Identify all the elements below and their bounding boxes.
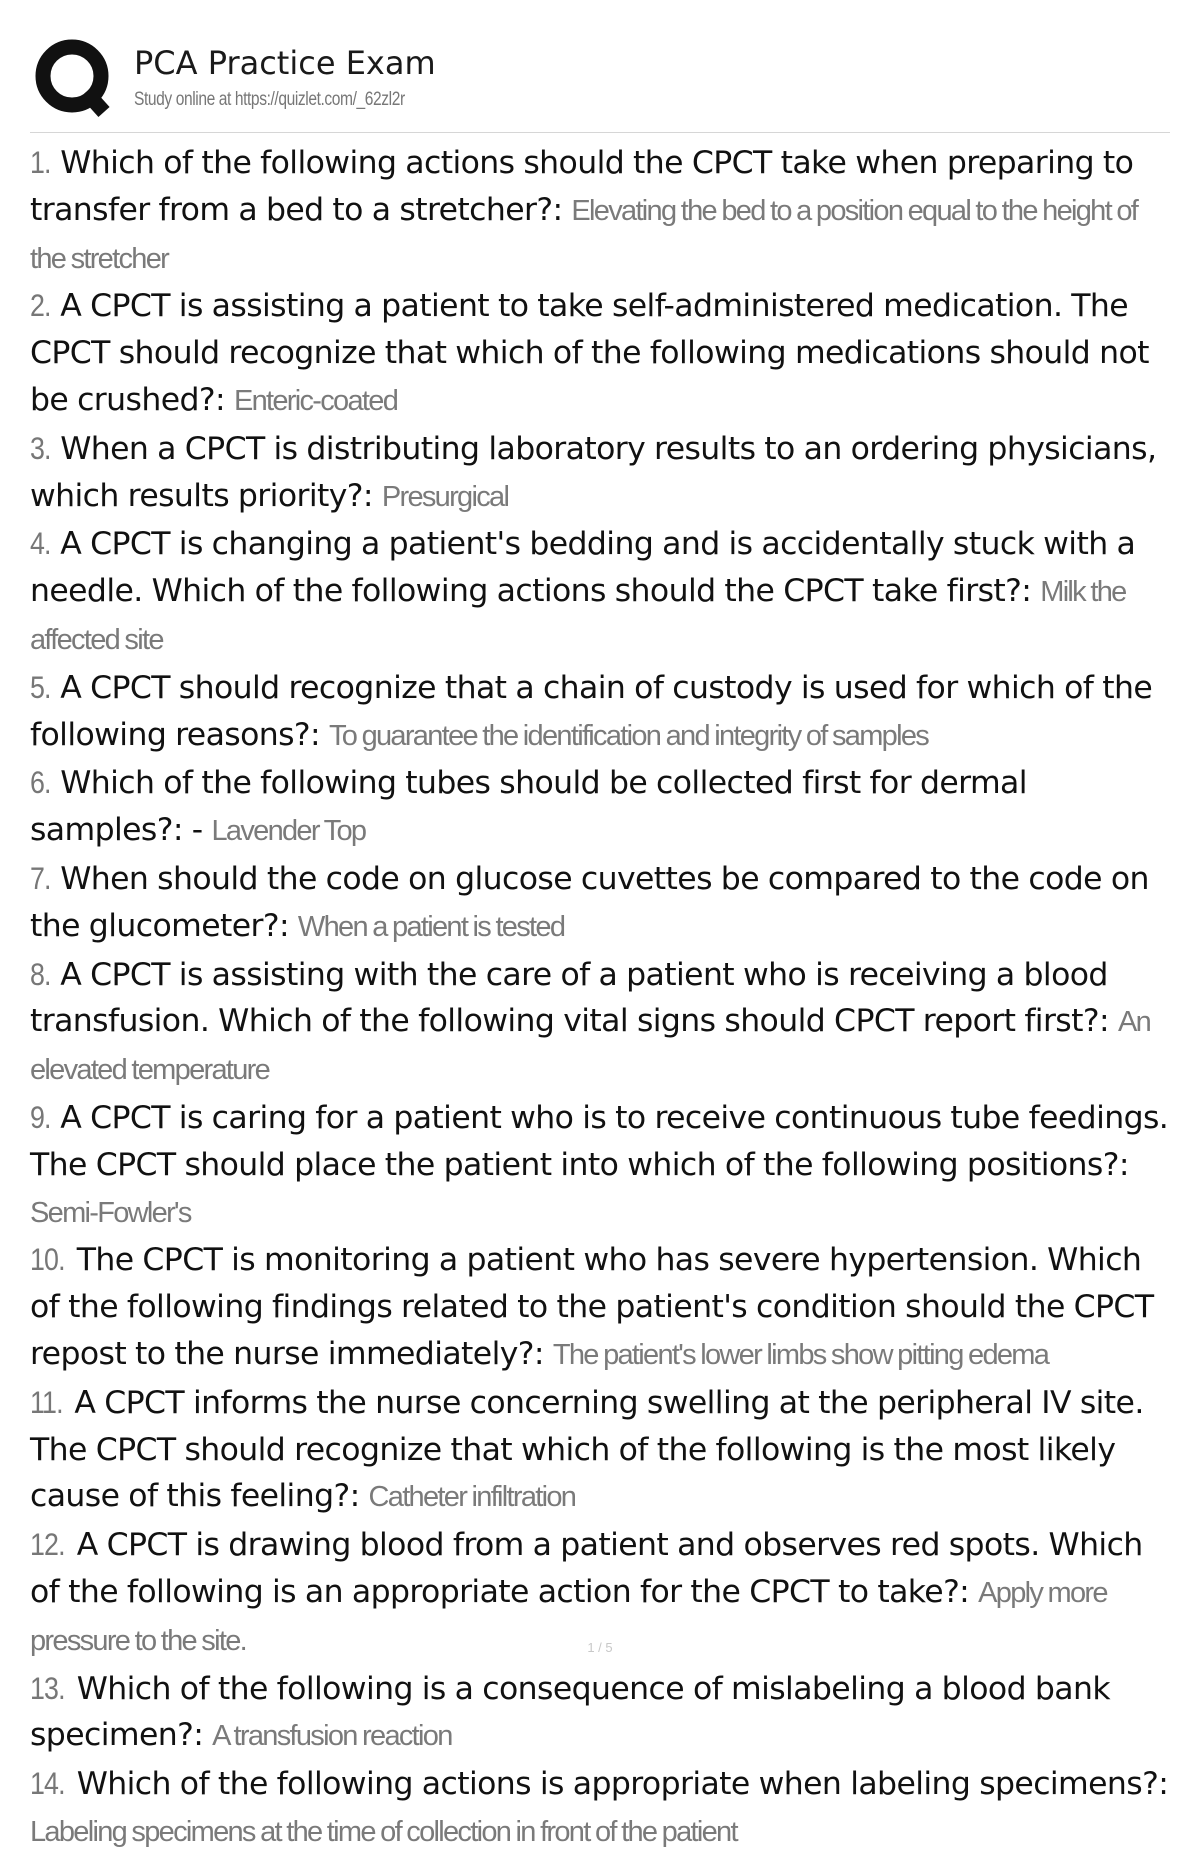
question-text: A CPCT is assisting a patient to take self-administered medication. The CPCT should recognize that which of the following medications should not be crushed?: [30,288,1149,418]
qa-item [30,1379,1170,1521]
answer-text: When a patient is tested [297,910,565,943]
header-text [134,43,464,113]
qa-item [30,1760,1170,1856]
answer-text: Semi-Fowler's [30,1196,191,1229]
page-indicator: 1 / 5 [587,1640,613,1655]
answer-text: Apply more pressure to the site. [30,1576,1107,1657]
qa-item [30,425,1170,521]
answer-text: A transfusion reaction [212,1720,452,1753]
answer-text: Catheter infiltration [368,1481,576,1514]
question-number: 12. [30,1526,65,1563]
question-text: A CPCT should recognize that a chain of custody is used for which of the following reasons?: [30,669,1153,753]
quizlet-q-logo-icon [34,38,114,118]
qa-item [30,139,1170,282]
question-text: A CPCT is caring for a patient who is to receive continuous tube feedings. The CPCT should place the patient into which of the following positions?: [30,1099,1169,1183]
answer-text: Milk the affected site [30,576,1126,656]
answer-text: Elevating the bed to a position equal to the height of the stretcher [30,194,1138,275]
answer-text: To guarantee the identification and integrity of samples [328,719,929,752]
qa-item [30,855,1170,951]
question-number: 3. [30,429,51,466]
question-number: 5. [30,668,51,705]
question-text: Which of the following actions is appropriate when labeling specimens?: [76,1766,1169,1803]
qa-item [30,664,1170,760]
qa-item [30,1665,1170,1761]
question-number: 9. [30,1098,51,1135]
qa-item [30,520,1170,663]
qa-item [30,282,1170,424]
question-text: Which of the following actions should the CPCT take when preparing to transfer from a bed to a stretcher?: [30,145,1134,228]
question-text: A CPCT is assisting with the care of a patient who is receiving a blood transfusion. Which of the following vital signs should CPCT report first?: [30,956,1110,1040]
question-number: 2. [30,287,51,324]
question-number: 8. [30,955,51,992]
question-text: A CPCT is drawing blood from a patient and observes red spots. Which of the following is an appropriate action for the CPCT to take?: [30,1527,1143,1610]
question-text: Which of the following is a consequence of mislabeling a blood bank specimen?: [30,1670,1110,1754]
qa-item [30,759,1170,855]
answer-text: Presurgical [381,480,509,513]
question-number: 7. [30,859,51,896]
answer-text: Enteric-coated [233,384,398,417]
qa-item [30,951,1170,1094]
qa-item [30,1236,1170,1378]
answer-text: The patient's lower limbs show pitting edema [552,1338,1049,1371]
answer-text: Lavender Top [211,815,366,848]
question-text: When a CPCT is distributing laboratory results to an ordering physicians, which results priority?: [30,430,1157,514]
question-number: 10. [30,1241,65,1278]
question-text: Which of the following tubes should be collected first for dermal samples?: - [30,765,1027,849]
study-online-link[interactable]: Study online at https://quizlet.com/_62zl2r [134,89,405,110]
question-number: 4. [30,525,51,562]
question-number: 14. [30,1765,65,1802]
question-answer-list [30,139,1170,1856]
document-header [30,30,1170,133]
question-text: A CPCT informs the nurse concerning swelling at the peripheral IV site. The CPCT should recognize that which of the following is the most likely cause of this feeling?: [30,1384,1144,1515]
question-number: 1. [30,144,51,180]
answer-text: Labeling specimens at the time of collection in front of the patient [30,1815,737,1848]
answer-text: An elevated temperature [30,1006,1151,1087]
question-number: 11. [30,1383,63,1420]
question-number: 6. [30,764,51,801]
question-text: A CPCT is changing a patient's bedding and is accidentally stuck with a needle. Which of the following actions should the CPCT take first?: [30,526,1136,610]
question-text: The CPCT is monitoring a patient who has severe hypertension. Which of the following findings related to the patient's condition should the CPCT repost to the nurse immediately?: [30,1242,1154,1372]
question-text: When should the code on glucose cuvettes be compared to the code on the glucometer?: [30,860,1149,944]
question-number: 13. [30,1669,65,1706]
document-title: PCA Practice Exam [134,44,436,82]
qa-item [30,1094,1170,1236]
